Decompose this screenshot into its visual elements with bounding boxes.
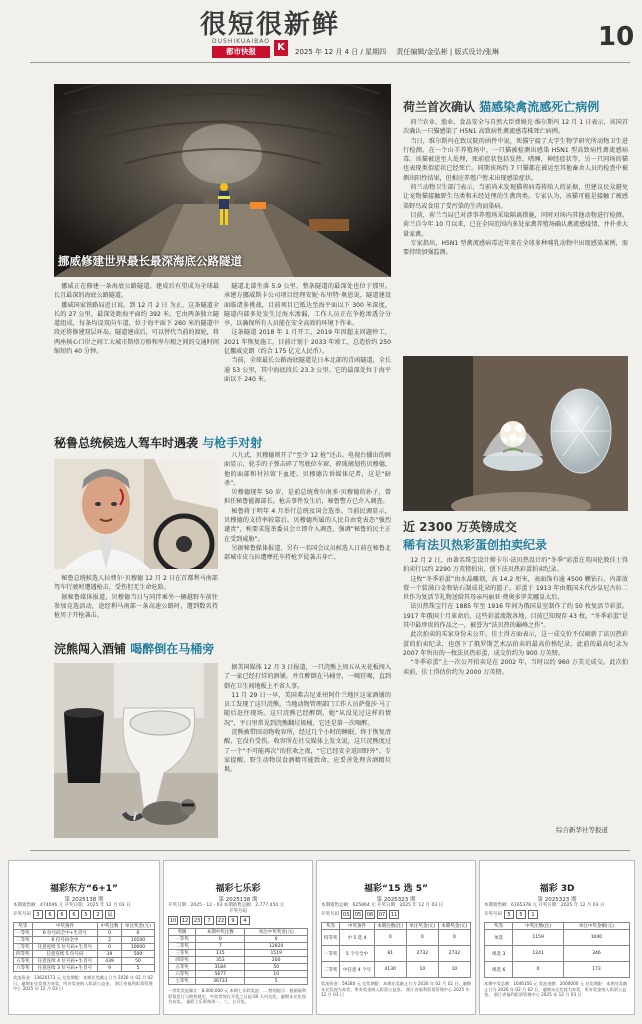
table-cell: 任意连续 3 位号码+生肖号	[32, 965, 97, 972]
number-ball: 5	[81, 910, 91, 919]
table-row	[169, 936, 308, 943]
table-cell: 0	[438, 930, 470, 946]
table-cell: 特等奖	[322, 930, 340, 946]
table-cell: 12820	[245, 943, 308, 950]
table-header: 本期注数(注)	[374, 923, 406, 930]
table-cell: 5 个号全中	[340, 946, 375, 962]
headline-main: 浣熊闯入酒铺	[54, 642, 127, 656]
table-row	[169, 978, 308, 985]
table-row	[14, 951, 155, 958]
paragraph: 另据秘鲁媒体报道，另有一名国会议员候选人日前在秘鲁北部城市皮乌拉遭摩托车持枪歹徒袭击身亡。	[224, 544, 391, 562]
table-row	[169, 957, 308, 964]
table-header: 中奖注数(注)	[513, 923, 563, 930]
number-ball: 11	[390, 912, 398, 918]
prize-table	[484, 922, 630, 978]
table-cell: 四等奖	[169, 957, 196, 964]
number-ball: 6	[57, 910, 67, 919]
lottery-footer: 奖池资金：59280 元 兑奖期限：本期兑奖截止日为 2026 年 02 月 02 日，逾期未兑奖视为弃奖，所弃奖金纳入彩票公益金。 浙江省福利彩票管理中心 2025 年 12 月 03 日	[321, 981, 471, 997]
table-header: 中奖注数	[98, 923, 122, 930]
lottery-meta: 本期销售额：474046 元 开奖日期：2025 年 12 月 03 日	[13, 903, 131, 908]
number-ball: 05	[354, 912, 362, 918]
raccoon-text	[224, 663, 391, 838]
table-cell: 3184	[196, 964, 245, 971]
table-cell: 2732	[406, 946, 438, 962]
numbers-label: 开奖号码	[13, 911, 31, 917]
table-cell: 0	[513, 962, 563, 978]
lottery-numbers	[164, 915, 312, 926]
paragraph: 荷兰农业、渔业、食品安全与自然大臣费姆克·维尔斯玛 12 月 1 日表示，该国首次确认一只猫感染了 H5N1 高致病性禽流感毒株死亡病例。	[403, 119, 628, 136]
paragraph: 当前，全球最长公路海底隧道是日本北部的青函隧道，全长逾 53 公里，其中海底段长 23.3 公里。它的最深处位于海平面以下 240 米。	[224, 357, 391, 383]
paragraph: 这枚“冬季彩蛋”由水晶雕刻，高 14.2 厘米，表面饰有逾 4500 颗钻石，内部放置一个装满白金和钻石制成花朵的篮子。彩蛋于 1913 年由俄国末代沙皇尼古拉二世作为复活节礼物送给其母亲玛丽亚·费奥多罗芙娜皇太后。	[403, 575, 628, 602]
paragraph: 八九式，贝穆德则开了“至少 12 枪”还击。电视台播出的画面显示，轮手的子弹击碎了驾驶位车窗，碎玻璃划伤贝穆德，他的面部和衬衫留下血迹。贝穆德告诉媒体记者，这是“暗杀”。	[224, 452, 391, 487]
table-row	[14, 930, 155, 937]
table-header: 本期中奖注数	[196, 929, 245, 936]
paragraph: 当日，维尔斯玛在致议院的函件中说，死猫宁接了大学生物学研究所动物卫生进行检测，在一个山羊养殖场中，一只猫被检测出感染 H5N1 型高致病性禽流感病毒。该猫被送至人处理，死前症状包括发热、嗜睡、神经症状等，另一只同场的猫也表现类似症状已经死亡。同期该场约 7 只猫都在被运至其他畜舍人员的检查中被测出阳性结果，但相应养殖户暂未出现感染症状。	[403, 137, 628, 182]
table-cell: 组选 3	[485, 946, 513, 962]
table-cell: 4130	[374, 962, 406, 978]
lottery-title: 福彩七乐彩	[215, 884, 261, 894]
table-header: 本期奖金(元)	[438, 923, 470, 930]
number-ball: 22	[217, 918, 225, 924]
header-info	[295, 47, 499, 57]
number-ball: 3	[33, 910, 43, 919]
table-row	[322, 930, 471, 946]
table-row	[14, 944, 155, 951]
lottery-divider	[30, 850, 630, 851]
headline-highlight: 与枪手对射	[202, 436, 263, 450]
table-cell: 500	[121, 951, 154, 958]
egg-headline-line2: 稀有法贝热彩蛋创拍卖纪录	[403, 538, 548, 552]
lottery-issue: 第 2025138 期	[218, 897, 258, 903]
numbers-label: 开奖号码	[229, 909, 247, 914]
prize-table	[321, 922, 471, 978]
table-header: 单注中奖奖金(元)	[245, 929, 308, 936]
table-cell: 单选	[485, 930, 513, 946]
table-header: 奖等	[322, 923, 340, 930]
table-cell: 2732	[438, 946, 470, 962]
table-cell: 200	[245, 957, 308, 964]
table-cell: 五等奖	[14, 958, 33, 965]
table-cell: 115	[196, 950, 245, 957]
table-header: 奖等	[485, 923, 513, 930]
lottery-box-15xuan5	[316, 860, 476, 1015]
table-header: 单注奖金(元)	[121, 923, 154, 930]
table-row	[169, 964, 308, 971]
table-cell: 1519	[245, 950, 308, 957]
table-cell: 173	[563, 962, 629, 978]
table-cell: 50	[245, 964, 308, 971]
table-cell: 中任意 4 个号	[340, 962, 375, 978]
table-row	[14, 937, 155, 944]
paragraph: 浣熊被带回动物收容所，经过几个小时的睡眠，终于恢复清醒，它没有受伤。收容所在社交媒体上发文说，这只浣熊度过了一个“不可能再次”的狂欢之夜，“它已经安全返回野外”。专家提醒，野生动物误食酒精可能致命，应妥善处理含酒精垃圾。	[224, 729, 391, 774]
lottery-footer: 一等奖奖池累计：8,000,000 元 本期七乐彩奖池：... 特别提示：根据福利彩票发行与销售规定，中奖者须在开奖之日起 60 天内兑奖，逾期未兑奖视为弃奖。 福彩七乐彩每周一、三、五开奖。	[168, 988, 307, 1004]
table-row	[322, 946, 471, 962]
table-cell: 10100	[121, 937, 154, 944]
prize-table	[168, 928, 308, 985]
table-cell: 任意连续 5 位号码	[32, 951, 97, 958]
table-cell: 9	[98, 965, 122, 972]
table-cell: 5	[121, 965, 154, 972]
table-cell: 二等奖	[14, 937, 33, 944]
table-cell: 一等奖	[322, 946, 340, 962]
table-row	[169, 971, 308, 978]
table-cell: 5677	[196, 971, 245, 978]
lottery-box-qilecai	[163, 860, 313, 1015]
paragraph: “冬季彩蛋”上一次公开拍卖是在 2002 年，当时以约 960 万美元成交。此次拍卖前，佳士得估价约为 2000 万英镑。	[403, 659, 628, 676]
lottery-meta: 本期销售额：6165378 元 开奖日期：2025 年 12 月 03 日	[484, 903, 605, 908]
table-cell: 439	[98, 958, 122, 965]
lottery-title: 福彩东方“6+1”	[50, 884, 118, 894]
masthead-pinyin: DUSHIKUAIBAO	[212, 38, 270, 45]
table-cell: 10	[438, 962, 470, 978]
table-cell: 0	[98, 930, 122, 937]
lottery-footer: 奖池资金：13626173 元 兑奖期限：本期兑奖截止日为 2026 年 02 月 02 日，逾期未兑奖视为弃奖，所弃奖金纳入彩票公益金。 浙江省福利彩票管理中心 2025 年 12 月 03 日	[13, 975, 153, 991]
tunnel-photo	[54, 84, 391, 277]
number-ball: 7	[204, 916, 214, 925]
tunnel-caption: 挪威修建世界最长最深海底公路隧道	[58, 254, 242, 268]
number-ball: 06	[366, 912, 374, 918]
number-ball: 03	[342, 912, 350, 918]
birdflu-headline	[403, 98, 599, 115]
header-date: 2025 年 12 月 4 日 / 星期四	[295, 48, 387, 56]
lottery-box-6plus1	[8, 860, 160, 1015]
table-cell: 10	[406, 962, 438, 978]
number-ball: 07	[378, 912, 386, 918]
special-ball: 4	[240, 916, 250, 925]
table-cell: 六等奖	[169, 971, 196, 978]
paragraph: 这条隧道 2018 年 1 月开工，2019 年因超支问题停工，2021 年恢复施工，目前计划于 2033 年竣工，总造价约 250 亿挪威克朗（约合 175 亿元人民币）。	[224, 329, 391, 356]
lottery-numbers	[317, 909, 475, 920]
headline-highlight: 猫感染禽流感死亡病例	[479, 100, 600, 114]
table-cell: 二等奖	[169, 943, 196, 950]
lottery-numbers	[480, 909, 634, 920]
table-row	[485, 946, 630, 962]
paragraph: 据秘鲁媒体报道，贝穆德当日与同伴乘坐一辆越野车前往参加竞选活动，途经利马南部一条高速公路时，遭到数名持枪男子开枪袭击。	[54, 593, 218, 620]
paragraph: 专家指出，H5N1 型禽流感病毒近年来在全球多种哺乳动物中出现感染案例，需要持续加强监测。	[403, 239, 628, 257]
table-cell: 36733	[196, 978, 245, 985]
table-cell: 81	[374, 946, 406, 962]
headline-highlight: 喝醉倒在马桶旁	[130, 642, 215, 656]
table-header: 奖等	[14, 923, 33, 930]
brand-logo-icon: K	[274, 40, 288, 56]
lottery-box-3d	[479, 860, 635, 1015]
table-cell: 39	[98, 951, 122, 958]
prize-table	[13, 922, 155, 972]
lottery-title: 福彩 3D	[539, 884, 575, 894]
paragraph: 荷兰动物卫生部门表示，当前尚未发现猫将病毒传给人的证据，但建议民众避免让宠物猫接触野生鸟类和未经处理的生禽肉类。专家认为，该猫可能是接触了被感染野鸟或食用了受污染的生肉而染病。	[403, 184, 628, 210]
table-row	[169, 950, 308, 957]
table-cell: 七等奖	[169, 978, 196, 985]
table-header: 奖级	[169, 929, 196, 936]
table-row	[322, 962, 471, 978]
paragraph: 12 月 2 日，由著名珠宝设计师卡尔·法贝热设计的“冬季”彩蛋在英国伦敦佳士得拍卖行以约 2290 万英镑拍出，创下法贝热彩蛋拍卖纪录。	[403, 557, 628, 574]
table-header: 单注奖金(元)	[406, 923, 438, 930]
tunnel-text-col2	[224, 282, 391, 417]
table-cell: 五等奖	[169, 964, 196, 971]
table-cell: 353	[196, 957, 245, 964]
raccoon-photo	[54, 663, 218, 838]
raccoon-headline	[54, 640, 214, 657]
number-ball: 2	[93, 910, 103, 919]
source-note: 综合新华社等报道	[556, 826, 608, 834]
table-cell: 三等奖	[14, 944, 33, 951]
table-cell: 10	[245, 971, 308, 978]
lottery-issue: 第 2025323 期	[537, 897, 577, 903]
table-row	[169, 943, 308, 950]
number-ball: 9	[228, 916, 238, 925]
peru-headline	[54, 434, 262, 451]
paragraph: 秘鲁将于明年 4 月举行总统及国会选举。当前民调显示，贝穆德的支持率较靠后。贝穆德所属的人民自由党表态“强烈谴责”，称要求选举委员会立即介入调查，强调“秘鲁的民主正在受到威胁”。	[224, 507, 391, 543]
lottery-meta: 开奖日期：2025 - 12 - 03 本期销售总额：2,777,450 元	[168, 903, 285, 908]
table-cell: 0	[406, 930, 438, 946]
number-ball: 12	[181, 918, 189, 924]
table-cell: 6 位号码全中	[32, 937, 97, 944]
number-ball: 5	[516, 910, 526, 919]
peru-photo-caption	[54, 574, 218, 629]
paragraph: 挪威国家铁路局近日说，到 12 月 2 日 为止，这条隧道全长的 27 公里，最深处距海平面约 392 米。它由两条独立隧道组成，每条均设双向车道，位于海平面下 260 米的隧道中段还将修建双层环岛。隧道建成后，可以替代当前的渡轮，将两座核心口岸之间工大城市斯塔万格和卑尔根之间的交通时间缩短约 40 分钟。	[54, 301, 219, 356]
table-cell: 50	[121, 958, 154, 965]
paragraph: 11 月 29 日一早，美国弗吉尼亚州阿什兰地区这家酒铺的员工发现了这只浣熊，当地动物管理部门工作人员萨曼莎·马丁随后赶往现场。这只浣熊已经醉倒，她“从没见过这样的情况”，平日里常见到浣熊翻垃圾桶，它还是第一次喝醉。	[224, 691, 391, 727]
table-cell: 组选 6	[485, 962, 513, 978]
numbers-label: 开奖号码	[321, 911, 339, 917]
table-cell: 10000	[121, 944, 154, 951]
number-ball: 6	[45, 910, 55, 919]
table-cell: 2	[98, 937, 122, 944]
zodiac-ball: 鼠	[105, 910, 115, 919]
table-cell: 5	[245, 978, 308, 985]
peru-text-col2	[224, 451, 391, 629]
table-header: 单注中奖金额(元)	[563, 923, 629, 930]
table-cell: 0	[196, 936, 245, 943]
table-cell: 346	[563, 946, 629, 962]
table-row	[14, 965, 155, 972]
header-editors: 责任编辑/金弘彬 | 版式设计/张琳	[396, 48, 499, 56]
paragraph: 隧道北部坐落 5.9 公里，整条隧道的最深处也位于那里。承建方挪威斯卡公司项目经理安妮·布里特·奥恩说，隧道建设面临诸多挑战，目前项目已抵达至海平面以下 300 米深度，隧道内部多处发生过海水渗漏，工作人员正在争抢渗透分分享，以确保所有人员能在安全高效的环境下作业。	[224, 283, 391, 328]
birdflu-text	[403, 118, 628, 348]
table-cell: 1040	[563, 930, 629, 946]
table-cell: 一等奖	[14, 930, 33, 937]
table-cell: 任意连续 5 位号码+生肖号	[32, 944, 97, 951]
table-row	[485, 930, 630, 946]
number-ball: 10	[169, 918, 177, 924]
table-cell: 二等奖	[322, 962, 340, 978]
table-row	[485, 962, 630, 978]
faberge-egg-photo	[403, 356, 628, 511]
lottery-issue: 第 2025138 期	[64, 897, 104, 903]
table-cell: 6 位号码全中+生肖号	[32, 930, 97, 937]
paragraph: 秘鲁总统候选人拉费尔·贝穆德 12 月 2 日在首都利马南部驾车行驶时遭遇枪击，受伤但无生命危险。	[54, 575, 218, 592]
paragraph: 据美国媒体 12 月 3 日报道，一只浣熊上周五从天花板闯入了一家已经打烊的酒铺，并且醉倒在马桶旁，一喝狂喝，直到倒在卫生间地板上不省人事。	[224, 664, 391, 690]
paragraph: 目前，荷兰当局已对涉事养殖场采取隔离措施，同时对场内其他动物进行检测。荷兰自今年 10 月以来，已在全国范围内多处家禽养殖场确认禽流感疫情，并扑杀大量家禽。	[403, 211, 628, 238]
headline-main: 秘鲁总统候选人驾车时遇袭	[54, 436, 199, 450]
lottery-issue: 第 2025323 期	[376, 897, 416, 903]
egg-text	[403, 556, 628, 834]
table-header: 中奖条件	[32, 923, 97, 930]
number-ball: 23	[193, 918, 201, 924]
table-cell: 中 5 选 4	[340, 930, 375, 946]
headline-main: 荷兰首次确认	[403, 100, 476, 114]
table-cell: 任意连续 4 位号码+生肖号	[32, 958, 97, 965]
table-cell: 三等奖	[169, 950, 196, 957]
number-ball: 5	[504, 910, 514, 919]
lottery-meta: 本期销售总额：625864 元 开奖日期：2025 年 12 月 03 日	[321, 903, 444, 908]
masthead-title: 很短很新鲜	[200, 10, 341, 40]
tunnel-text-col1	[54, 282, 219, 417]
egg-headline-line1: 近 2300 万英镑成交	[403, 520, 517, 534]
peru-photo	[54, 459, 218, 569]
brand-badge: 都市快报	[212, 46, 270, 58]
paragraph: 贝穆德现年 50 岁，是前总统费尔南多·贝穆德的孙子，曾担任秘鲁能源部长。枪击事件发生后，秘鲁警方已介入调查。	[224, 489, 391, 506]
page-number: 10	[598, 22, 635, 52]
header-divider	[30, 62, 630, 63]
table-cell: 一等奖	[169, 936, 196, 943]
table-cell: 四等奖	[14, 951, 33, 958]
table-cell: 0	[121, 930, 154, 937]
paragraph: 此次拍卖的买家身份未公开。佳士得方面表示，这一成交价不仅刷新了法贝热彩蛋的拍卖纪录，也创下了俄罗斯艺术品拍卖的最高价格纪录。此前的最高纪录为 2007 年售出的一枚法贝热彩蛋，成交价约为 900 万英镑。	[403, 631, 628, 657]
number-ball: 6	[69, 910, 79, 919]
table-cell: 0	[245, 936, 308, 943]
table-row	[14, 958, 155, 965]
lottery-numbers	[9, 909, 159, 920]
table-cell: 0	[98, 944, 122, 951]
table-cell: 1241	[513, 946, 563, 962]
table-cell: 7	[196, 943, 245, 950]
paragraph: 法贝热珠宝行在 1885 年至 1916 年间为俄国皇室制作了约 50 枚复活节彩蛋。1917 年俄国十月革命后，这些彩蛋流散各地，目前已知现存 43 枚。“冬季彩蛋”是其中最珍贵的作品之一，被誉为“法贝热的巅峰之作”。	[403, 603, 628, 630]
table-header: 中奖条件	[340, 923, 375, 930]
lottery-footer: 本期中奖总额：1646150 元 奖池金额：2000000 元 兑奖期限：本期兑奖截止日为 2026 年 02 月 02 日，逾期未兑奖视为弃奖，所弃奖金纳入彩票公益金。 浙江省福利彩票管理中心 2025 年 12 月 03 日	[484, 981, 628, 997]
numbers-label: 开奖号码	[484, 911, 502, 917]
table-cell: 0	[374, 930, 406, 946]
number-ball: 1	[528, 910, 538, 919]
table-cell: 1159	[513, 930, 563, 946]
lottery-title: 福彩“15 选 5”	[364, 884, 428, 894]
paragraph: 挪威正在修建一条海底公路隧道，建成后有望成为全球最长且最深的海底公路隧道。	[54, 283, 219, 300]
table-cell: 六等奖	[14, 965, 33, 972]
